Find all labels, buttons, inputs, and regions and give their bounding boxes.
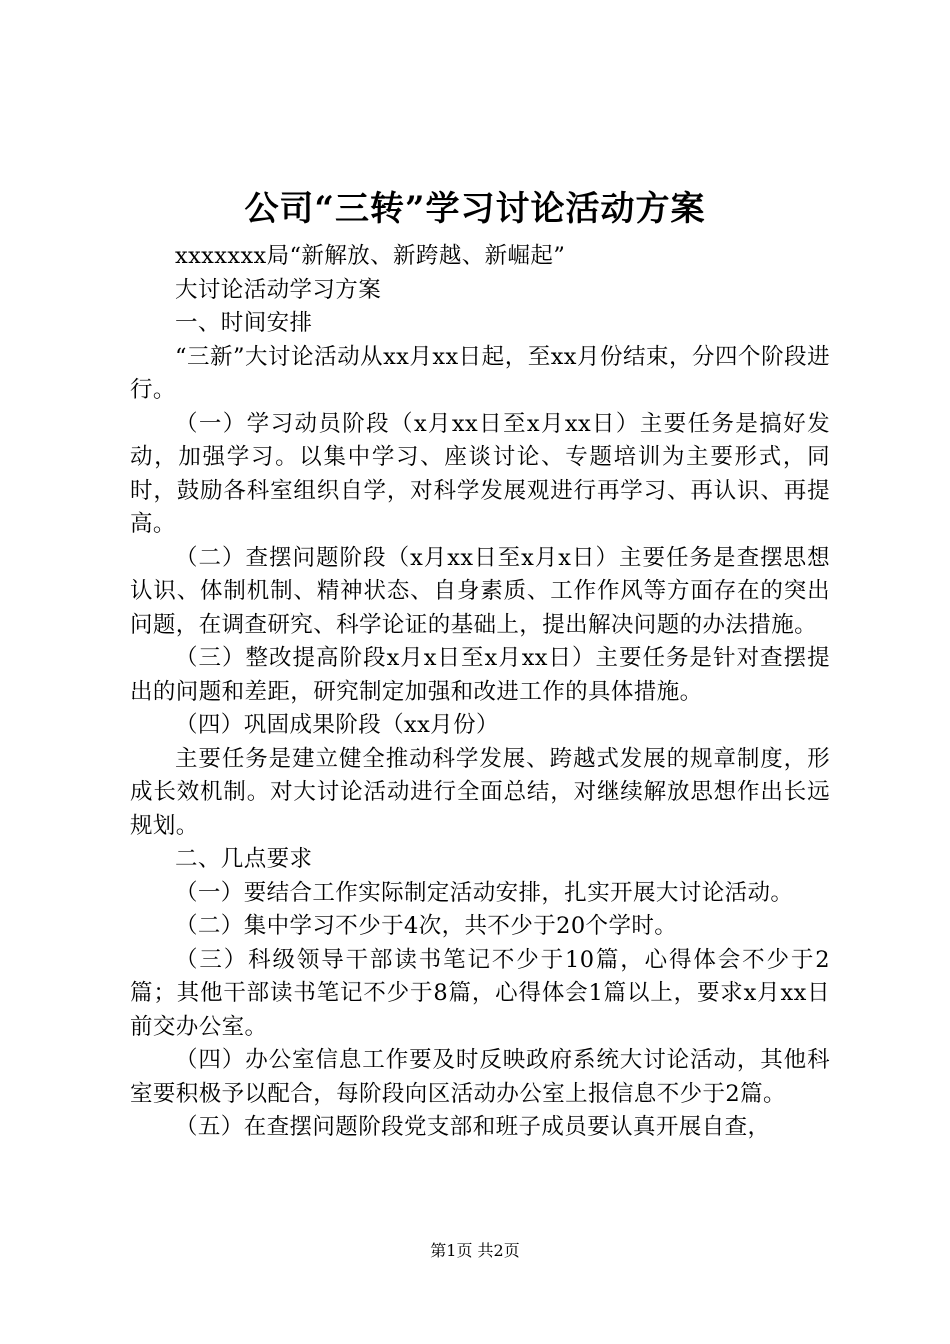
paragraph-stage-1: （一）学习动员阶段（x月xx日至x月xx日）主要任务是搞好发动，加强学习。以集中学习、座谈讨论、专题培训为主要形式，同时，鼓励各科室组织自学，对科学发展观进行再学习、再认识、再提高。 bbox=[130, 410, 830, 537]
document-body bbox=[130, 240, 830, 1145]
paragraph-stage-4: 主要任务是建立健全推动科学发展、跨越式发展的规章制度，形成长效机制。对大讨论活动进行全面总结，对继续解放思想作出长远规划。 bbox=[130, 745, 830, 839]
paragraph-requirement-5: （五）在查摆问题阶段党支部和班子成员要认真开展自查， bbox=[175, 1114, 771, 1140]
paragraph-requirement-1: （一）要结合工作实际制定活动安排，扎实开展大讨论活动。 bbox=[175, 879, 794, 906]
paragraph-requirement-4: （四）办公室信息工作要及时反映政府系统大讨论活动，其他科室要积极予以配合，每阶段向区活动办公室上报信息不少于2篇。 bbox=[130, 1047, 830, 1107]
document-title: 公司“三转”学习讨论活动方案 bbox=[244, 189, 706, 229]
paragraph-stage-2: （二）查摆问题阶段（x月xx日至x月x日）主要任务是查摆思想认识、体制机制、精神状态、自身素质、工作作风等方面存在的突出问题，在调查研究、科学论证的基础上，提出解决问题的办法措施。 bbox=[130, 544, 830, 638]
paragraph-stage-3: （三）整改提高阶段x月x日至x月xx日）主要任务是针对查摆提出的问题和差距，研究制定加强和改进工作的具体措施。 bbox=[130, 645, 830, 705]
paragraph-stage-4-heading: （四）巩固成果阶段（xx月份） bbox=[175, 712, 499, 738]
paragraph-subtitle-1: xxxxxxx局“新解放、新跨越、新崛起” bbox=[175, 243, 566, 269]
section-heading-requirements: 二、几点要求 bbox=[175, 846, 313, 872]
paragraph-requirement-3: （三）科级领导干部读书笔记不少于10篇，心得体会不少于2篇；其他干部读书笔记不少于8篇，心得体会1篇以上，要求x月xx日前交办公室。 bbox=[130, 946, 830, 1040]
section-heading-schedule: 一、时间安排 bbox=[175, 310, 313, 336]
paragraph-subtitle-2: 大讨论活动学习方案 bbox=[175, 276, 382, 303]
paragraph-schedule-intro: “三新”大讨论活动从xx月xx日起，至xx月份结束，分四个阶段进行。 bbox=[130, 343, 830, 403]
page-number-footer: 第1页 共2页 bbox=[430, 1241, 520, 1260]
paragraph-requirement-2: （二）集中学习不少于4次，共不少于20个学时。 bbox=[175, 913, 678, 939]
